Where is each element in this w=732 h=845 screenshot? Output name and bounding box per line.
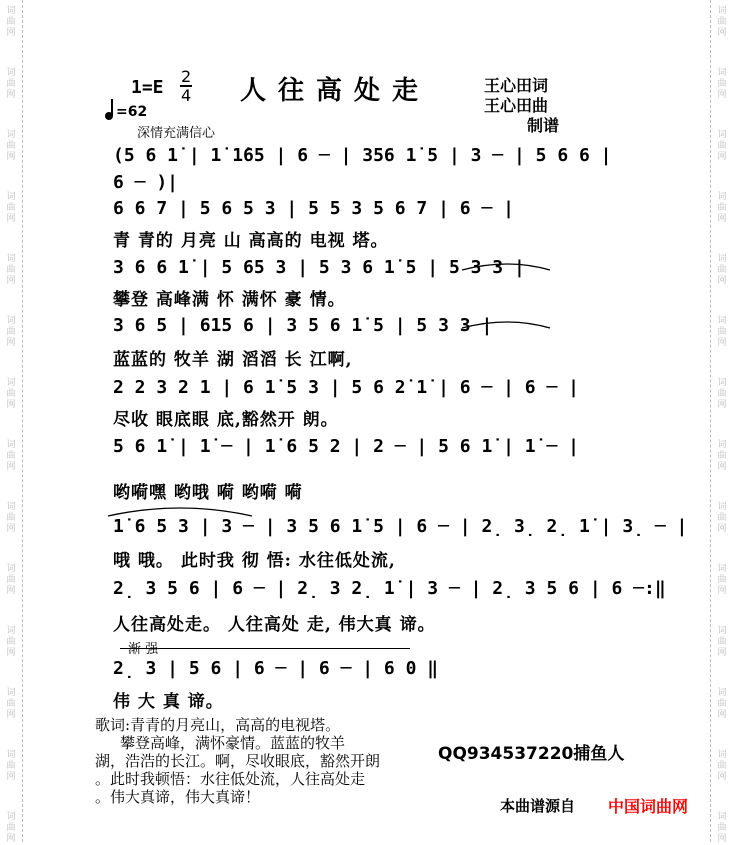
score-line-9: 2̣ 3 5 6 | 6 ─ | 2̣ 3 2̣ 1̇ | 3 ─ | 2̣ 3 5 6 | 6 ─:‖ <box>113 578 666 599</box>
time-signature-top: 2 <box>181 67 192 86</box>
crescendo-line <box>120 648 410 649</box>
lyric-line-7: 哟嗬嘿 哟哦 嗬 哟嗬 嗬 <box>113 483 303 503</box>
score-line-1: (5 6 1̇ | 1̇ 1̇65 | 6 ─ | 356 1̇ 5 | 3 ─ | 5 6 6 | <box>113 145 612 166</box>
tie-arc <box>458 258 558 272</box>
source-brand-link[interactable]: 中国词曲网 <box>608 797 689 816</box>
tie-arc-2 <box>458 316 558 330</box>
watermark-text: 词 曲 网 <box>6 688 16 720</box>
watermark-text: 词 曲 网 <box>6 440 16 472</box>
watermark-text: 词 曲 网 <box>717 130 727 162</box>
song-title: 人往高处走 <box>240 76 431 106</box>
quarter-note-icon <box>105 112 113 120</box>
watermark-text: 词 曲 网 <box>717 68 727 100</box>
right-watermark-strip <box>710 0 732 842</box>
key-signature: 1=E <box>131 77 164 98</box>
score-line-2: 6 ─ )| <box>113 172 179 193</box>
watermark-text: 词 曲 网 <box>717 192 727 224</box>
score-line-7: 5 6 1̇ | 1̇ ─ | 1̇ 6 5 2 | 2 ─ | 5 6 1̇ | 1̇ ─ | <box>113 436 579 457</box>
crescendo-marking: 渐 强 <box>128 642 159 657</box>
watermark-text: 词 曲 网 <box>6 812 16 844</box>
score-line-6: 2 2 3 2 1 | 6 1̇ 5 3 | 5 6 2̇ 1̇ | 6 ─ | 6 ─ | <box>113 377 579 398</box>
lyrics-line-1: 青青的月亮山，高高的电视塔。 <box>130 716 341 734</box>
watermark-text: 词 曲 网 <box>6 68 16 100</box>
lyrics-label: 歌词: <box>95 716 131 734</box>
lyrics-text <box>95 716 340 734</box>
tempo-marking: =62 <box>116 104 148 120</box>
time-signature-bottom: 4 <box>181 86 192 105</box>
watermark-text: 词 曲 网 <box>717 564 727 596</box>
lyrics-line-3: 湖，浩浩的长江。啊，尽收眼底，豁然开朗 <box>95 752 381 770</box>
watermark-text: 词 曲 网 <box>6 564 16 596</box>
watermark-text: 词 曲 网 <box>717 812 727 844</box>
watermark-text: 词 曲 网 <box>717 626 727 658</box>
arranger-credit: 制谱 <box>527 116 560 135</box>
lyric-line-3: 青 青的 月亮 山 高高的 电视 塔。 <box>113 231 389 251</box>
lyric-line-5: 蓝蓝的 牧羊 湖 滔滔 长 江啊, <box>113 350 353 370</box>
lyricist-credit: 王心田词 <box>484 76 549 95</box>
watermark-text: 词 曲 网 <box>717 440 727 472</box>
time-signature <box>180 68 192 104</box>
source-label: 本曲谱源自 <box>500 797 576 815</box>
watermark-text: 词 曲 网 <box>717 378 727 410</box>
left-watermark-strip <box>0 0 23 842</box>
watermark-text: 词 曲 网 <box>6 6 16 38</box>
lyrics-line-2: 攀登高峰，满怀豪情。蓝蓝的牧羊 <box>120 734 346 752</box>
watermark-text: 词 曲 网 <box>717 6 727 38</box>
watermark-text: 词 曲 网 <box>6 130 16 162</box>
watermark-text: 词 曲 网 <box>717 502 727 534</box>
score-line-3: 6 6 7 | 5 6 5 3 | 5 5 3 5 6 7 | 6 ─ | <box>113 198 514 219</box>
expression-marking: 深情充满信心 <box>137 126 216 141</box>
lyrics-line-5: 。伟大真谛，伟大真谛！ <box>95 788 261 806</box>
watermark-text: 词 曲 网 <box>6 502 16 534</box>
score-line-8: 1̇ 6 5 3 | 3 ─ | 3 5 6 1̇ 5 | 6 ─ | 2̣ 3̣ 2̣ 1̇ | 3̣ ─ | <box>113 516 688 537</box>
qq-contact: QQ934537220捕鱼人 <box>438 744 625 764</box>
slur-arc <box>100 500 260 520</box>
watermark-text: 词 曲 网 <box>717 316 727 348</box>
lyric-line-10: 伟 大 真 谛。 <box>113 692 224 712</box>
watermark-text: 词 曲 网 <box>717 254 727 286</box>
lyric-line-8: 哦 哦。 此时我 彻 悟: 水往低处流, <box>113 551 396 571</box>
watermark-text: 词 曲 网 <box>6 254 16 286</box>
watermark-text: 词 曲 网 <box>6 316 16 348</box>
lyrics-line-4: 。此时我顿悟：水往低处流，人往高处走 <box>95 770 366 788</box>
composer-credit: 王心田曲 <box>484 96 549 115</box>
watermark-text: 词 曲 网 <box>6 192 16 224</box>
watermark-text: 词 曲 网 <box>6 750 16 782</box>
lyric-line-4: 攀登 高峰满 怀 满怀 豪 情。 <box>113 290 346 310</box>
score-line-4: 3 6 6 1̇ | 5 65 3 | 5 3 6 1̇ 5 | 5 3 3 | <box>113 257 525 278</box>
watermark-text: 词 曲 网 <box>717 750 727 782</box>
score-line-5: 3 6 5 | 615 6 | 3 5 6 1̇ 5 | 5 3 3 | <box>113 315 493 336</box>
watermark-text: 词 曲 网 <box>6 626 16 658</box>
watermark-text: 词 曲 网 <box>717 688 727 720</box>
watermark-text: 词 曲 网 <box>6 378 16 410</box>
lyric-line-6: 尽收 眼底眼 底,豁然开 朗。 <box>113 410 339 430</box>
lyric-line-9: 人往高处走。 人往高处 走, 伟大真 谛。 <box>113 615 436 635</box>
score-line-10: 2̣ 3 | 5 6 | 6 ─ | 6 ─ | 6 0 ‖ <box>113 658 439 679</box>
